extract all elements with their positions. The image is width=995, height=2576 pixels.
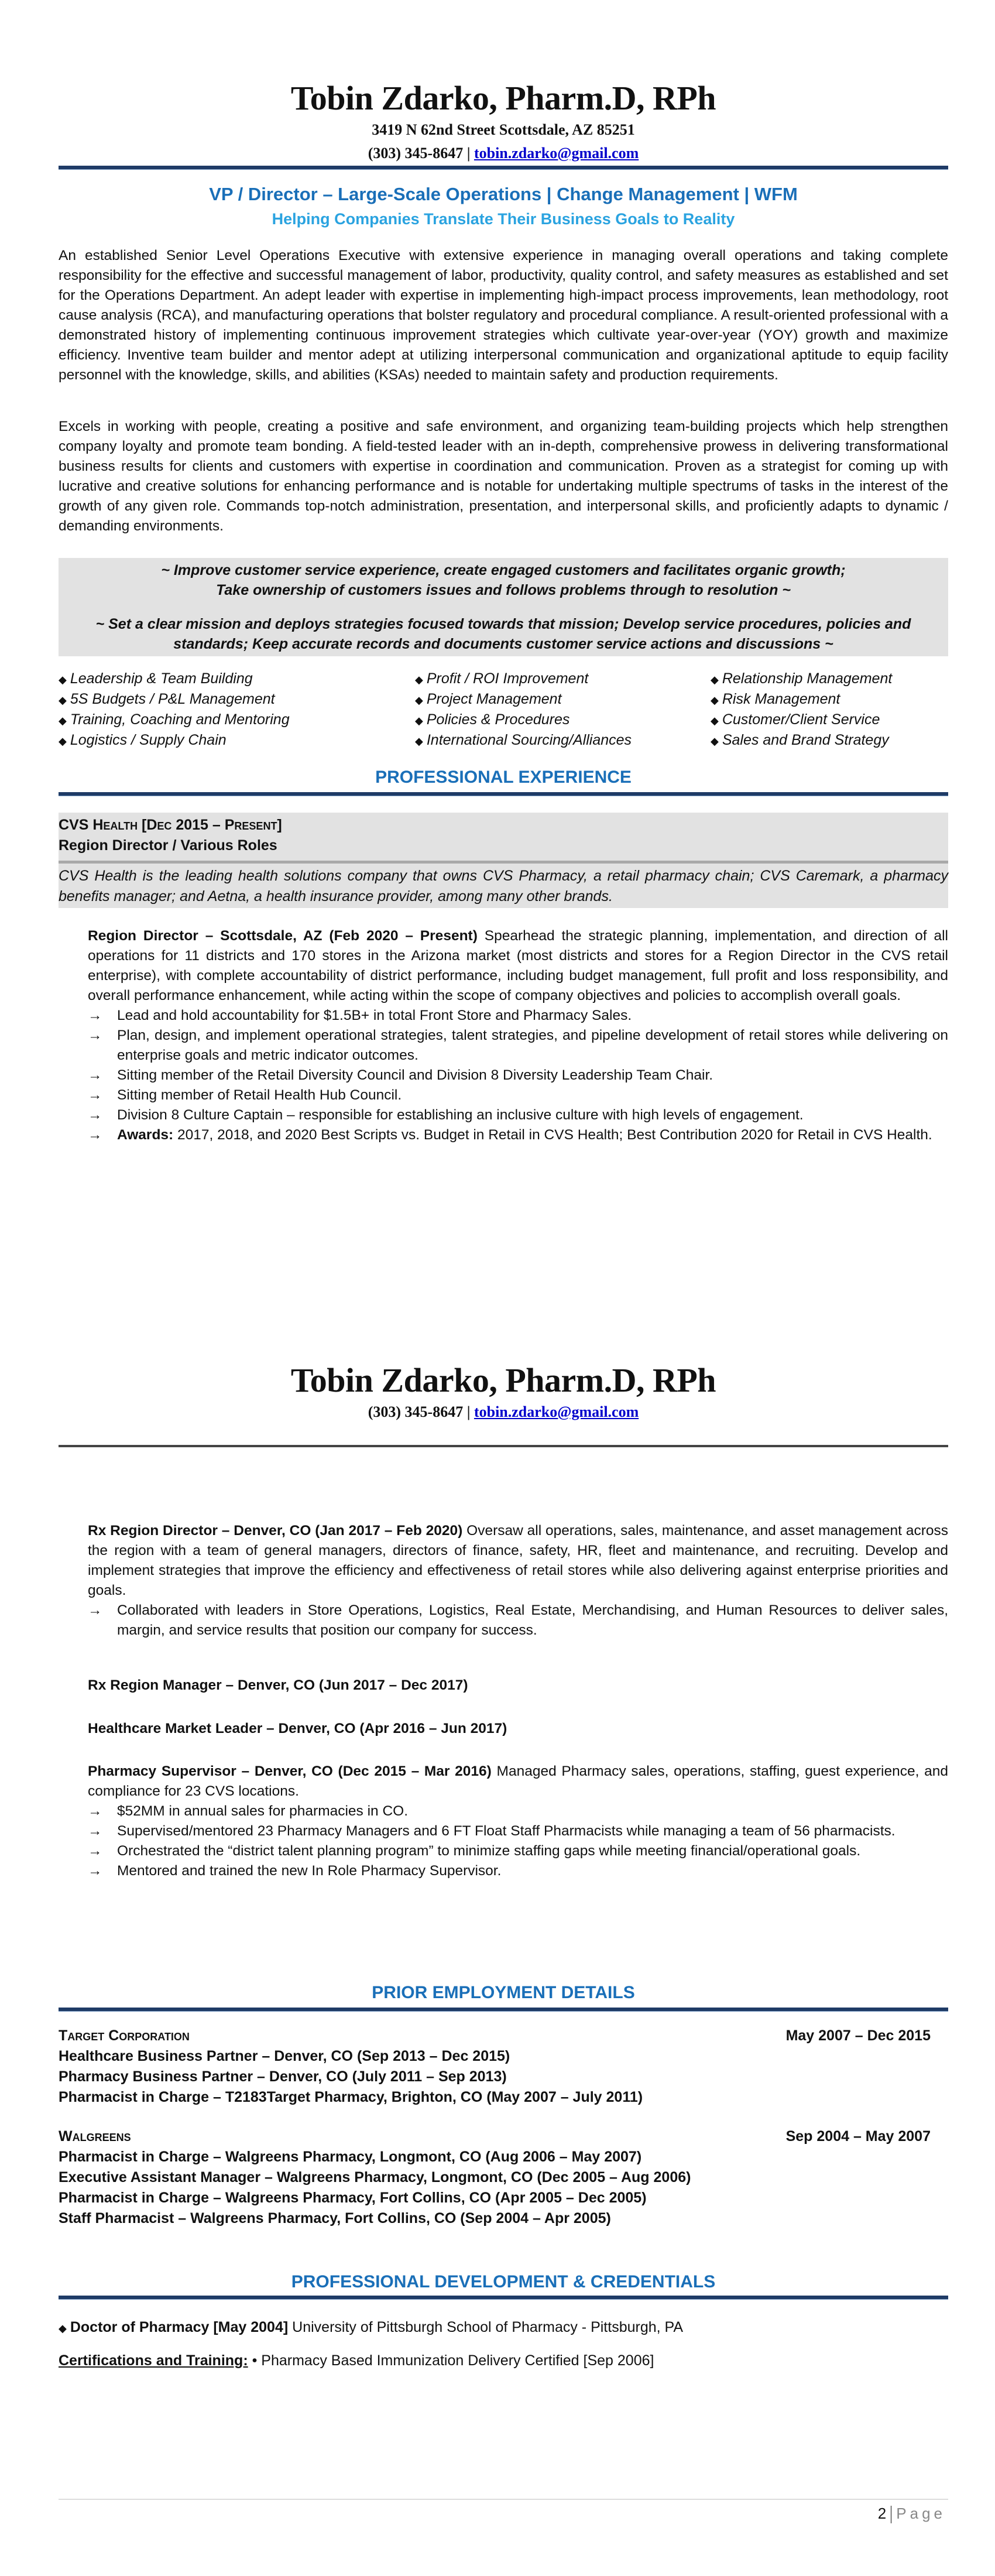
skill-label: Profit / ROI Improvement	[426, 670, 589, 687]
degree: Doctor of Pharmacy [May 2004]	[70, 2319, 289, 2335]
role-description: Oversaw all operations, sales, maintenance, and asset management across the region with a team of general managers, directors of finance, safety, HR, fleet and maintenance, and recruiting. Develop and implement strategies that improve the efficiency and effectiveness of retail stores while also delivering against enterprise priorities and goals.	[88, 1523, 948, 1598]
skill-label: Project Management	[426, 691, 562, 707]
company-box-divider	[59, 861, 948, 864]
role-heading: Region Director – Scottsdale, AZ (Feb 2020 – Present)	[88, 928, 478, 944]
certifications-line	[59, 2351, 948, 2371]
headline-title: VP / Director – Large-Scale Operations | Change Management | WFM	[209, 184, 798, 204]
skills-grid	[59, 669, 948, 751]
section-rule	[59, 792, 948, 796]
role-bullet-awards	[88, 1125, 948, 1145]
diamond-bullet-icon: ◆	[59, 674, 67, 686]
role-entry	[88, 1521, 948, 1640]
section-rule	[59, 2008, 948, 2012]
prior-company: Walgreens	[59, 2128, 131, 2145]
certifications-label: Certifications and Training:	[59, 2352, 248, 2369]
awards-text: 2017, 2018, and 2020 Best Scripts vs. Budget in Retail in CVS Health; Best Contribution 2020 for Retail in CVS Health.	[173, 1127, 932, 1143]
role-bullet	[88, 1861, 948, 1881]
prior-position: Pharmacist in Charge – Walgreens Pharmacy, Longmont, CO (Aug 2006 – May 2007)	[59, 2149, 642, 2165]
arrow-bullet-icon: →	[88, 1843, 102, 1859]
bullet-text: Supervised/mentored 23 Pharmacy Managers and 6 FT Float Staff Pharmacists while managing a team of 56 pharmacists.	[117, 1823, 896, 1839]
headline-tagline: Helping Companies Translate Their Business Goals to Reality	[272, 210, 735, 228]
role-bullet	[88, 1841, 948, 1861]
prior-position: Pharmacist in Charge – T2183Target Pharmacy, Brighton, CO (May 2007 – July 2011)	[59, 2089, 643, 2105]
skill-item	[711, 731, 892, 751]
role-bullet	[88, 1821, 948, 1841]
skill-item	[59, 690, 415, 710]
skill-label: Training, Coaching and Mentoring	[70, 711, 290, 728]
arrow-bullet-icon: →	[88, 1127, 102, 1143]
skill-item	[711, 690, 892, 710]
skills-column	[59, 669, 415, 751]
role-summary	[88, 1762, 948, 1801]
highlight-line: Take ownership of customers issues and follows problems through to resolution ~	[216, 582, 791, 598]
role-description: Managed Pharmacy sales, operations, staffing, guest experience, and compliance for 23 CVS locations.	[88, 1763, 948, 1799]
separator: |	[466, 1403, 471, 1420]
prior-position: Executive Assistant Manager – Walgreens Pharmacy, Longmont, CO (Dec 2005 – Aug 2006)	[59, 2169, 691, 2186]
role-summary	[88, 926, 948, 1006]
prior-position: Staff Pharmacist – Walgreens Pharmacy, Fort Collins, CO (Sep 2004 – Apr 2005)	[59, 2210, 611, 2226]
highlight-line: ~ Improve customer service experience, create engaged customers and facilitates organic growth;	[161, 562, 846, 578]
email-link[interactable]: tobin.zdarko@gmail.com	[474, 1403, 639, 1420]
bullet-text	[117, 1125, 948, 1145]
header-rule	[59, 166, 948, 170]
skill-label: Logistics / Supply Chain	[70, 732, 227, 748]
summary-paragraph: An established Senior Level Operations Executive with extensive experience in managing overall operations and taking complete responsibility for the effective and successful management of labor, productivity, quality control, and safety measures as established and set for the Operations Department. An adept leader with expertise in implementing high-impact process improvements, lean methodology, root cause analysis (RCA), and manufacturing operations that bolster regulatory and procedural compliance. A result-oriented professional with a demonstrated history of implementing continuous improvement strategies which cultivate year-over-year (YOY) growth and maximize efficiency. Inventive team builder and mentor adept at utilizing interpersonal communication and organizational aptitude to equip facility personnel with the knowledge, skills, and abilities (KSAs) needed to maintain safety and production requirements.	[59, 248, 948, 383]
awards-label: Awards:	[117, 1127, 174, 1143]
school: University of Pittsburgh School of Pharmacy - Pittsburgh, PA	[288, 2319, 684, 2335]
email-link[interactable]: tobin.zdarko@gmail.com	[474, 145, 639, 162]
highlights-box	[59, 558, 948, 656]
diamond-bullet-icon: ◆	[711, 694, 719, 706]
role-heading: Pharmacy Supervisor – Denver, CO (Dec 2015 – Mar 2016)	[88, 1763, 492, 1779]
bullet-text: Lead and hold accountability for $1.5B+ in total Front Store and Pharmacy Sales.	[117, 1008, 632, 1023]
bullet-text: Orchestrated the “district talent planning program” to minimize staffing gaps while meeting financial/operational goals.	[117, 1843, 861, 1859]
diamond-bullet-icon: ◆	[711, 735, 719, 747]
diamond-bullet-icon: ◆	[711, 674, 719, 686]
skill-item	[59, 731, 415, 751]
arrow-bullet-icon: →	[88, 1008, 102, 1023]
role-bullet	[88, 1085, 948, 1105]
phone: (303) 345-8647	[368, 145, 464, 162]
skills-column	[711, 669, 892, 751]
skills-column	[415, 669, 711, 751]
section-rule	[59, 2296, 948, 2300]
arrow-bullet-icon: →	[88, 1803, 102, 1819]
role-bullet	[88, 1801, 948, 1821]
company-role: Region Director / Various Roles	[59, 837, 277, 854]
company-description: CVS Health is the leading health solutions company that owns CVS Pharmacy, a retail pharmacy chain; CVS Caremark, a pharmacy benefits manager; and Aetna, a health insurance provider, among many other brands.	[59, 868, 948, 905]
page-number	[878, 2505, 946, 2523]
section-heading-experience: PROFESSIONAL EXPERIENCE	[375, 768, 632, 787]
diamond-bullet-icon: ◆	[415, 715, 423, 727]
arrow-bullet-icon: →	[88, 1087, 102, 1103]
skill-label: Relationship Management	[722, 670, 893, 687]
skill-item	[59, 669, 415, 690]
role-bullet	[88, 1601, 948, 1640]
prior-position: Pharmacy Business Partner – Denver, CO (July 2011 – Sep 2013)	[59, 2068, 507, 2085]
company-box-cvs	[59, 813, 948, 908]
skill-label: International Sourcing/Alliances	[426, 732, 632, 748]
header-rule-page2	[59, 1445, 948, 1447]
role-bullet	[88, 1066, 948, 1085]
prior-company: Target Corporation	[59, 2027, 190, 2044]
certification: • Pharmacy Based Immunization Delivery Certified [Sep 2006]	[248, 2352, 654, 2369]
skill-item	[415, 690, 711, 710]
arrow-bullet-icon: →	[88, 1823, 102, 1839]
role-summary	[88, 1719, 948, 1739]
role-heading: Healthcare Market Leader – Denver, CO (Apr 2016 – Jun 2017)	[88, 1721, 507, 1736]
contact-line	[59, 142, 948, 165]
section-heading-development: PROFESSIONAL DEVELOPMENT & CREDENTIALS	[291, 2272, 716, 2291]
contact-line-page2	[59, 1400, 948, 1424]
arrow-bullet-icon: →	[88, 1067, 102, 1083]
skill-item	[711, 669, 892, 690]
role-summary	[88, 1521, 948, 1601]
diamond-bullet-icon: ◆	[415, 674, 423, 686]
arrow-bullet-icon: →	[88, 1027, 102, 1043]
skill-label: Customer/Client Service	[722, 711, 880, 728]
prior-header	[59, 2026, 948, 2046]
role-bullet	[88, 1105, 948, 1125]
bullet-text: Mentored and trained the new In Role Pharmacy Supervisor.	[117, 1863, 502, 1879]
role-entry	[88, 926, 948, 1145]
diamond-bullet-icon: ◆	[59, 694, 67, 706]
degree-line	[59, 2317, 948, 2339]
arrow-bullet-icon: →	[88, 1863, 102, 1879]
candidate-name: Tobin Zdarko, Pharm.D, RPh	[290, 79, 716, 117]
page-label: Page	[896, 2505, 946, 2522]
bullet-text: Sitting member of Retail Health Hub Council.	[117, 1087, 402, 1103]
bullet-text: $52MM in annual sales for pharmacies in CO.	[117, 1803, 409, 1819]
skill-item	[415, 669, 711, 690]
role-bullet	[88, 1006, 948, 1026]
skill-item	[711, 710, 892, 731]
footer-rule	[59, 2499, 948, 2500]
role-heading: Rx Region Manager – Denver, CO (Jun 2017 – Dec 2017)	[88, 1677, 468, 1693]
role-heading: Rx Region Director – Denver, CO (Jan 2017 – Feb 2020)	[88, 1523, 463, 1539]
page-number-value: 2	[877, 2505, 887, 2522]
diamond-bullet-icon: ◆	[415, 735, 423, 747]
section-heading-prior: PRIOR EMPLOYMENT DETAILS	[372, 1983, 635, 2002]
company-name: CVS Health [Dec 2015 – Present]	[59, 817, 282, 833]
role-description: Spearhead the strategic planning, implementation, and direction of all operations for 11 districts and 170 stores in the Arizona market (most districts and stores for a Region Director in the CVS retail enterprise), with complete accountability of district performance, including budget management, full profit and loss responsibility, and overall performance enhancement, while acting within the scope of company objectives and policies to accomplish overall goals.	[88, 928, 948, 1003]
arrow-bullet-icon: →	[88, 1107, 102, 1123]
prior-employer	[59, 2126, 948, 2229]
skill-label: Leadership & Team Building	[70, 670, 253, 687]
prior-employer	[59, 2026, 948, 2108]
skill-label: Policies & Procedures	[426, 711, 570, 728]
highlight-line: ~ Set a clear mission and deploys strategies focused towards that mission; Develop service procedures, policies and standards; Keep accurate records and documents customer service actions and discussions ~	[95, 616, 911, 652]
arrow-bullet-icon: →	[88, 1602, 102, 1618]
separator: |	[466, 145, 471, 162]
bullet-text: Plan, design, and implement operational strategies, talent strategies, and pipeline development of retail stores while delivering on enterprise goals and metric indicator outcomes.	[117, 1027, 948, 1063]
skill-item	[415, 710, 711, 731]
prior-dates: May 2007 – Dec 2015	[785, 2027, 931, 2044]
role-entry	[88, 1719, 948, 1739]
diamond-bullet-icon: ◆	[415, 694, 423, 706]
prior-position: Pharmacist in Charge – Walgreens Pharmacy, Fort Collins, CO (Apr 2005 – Dec 2005)	[59, 2190, 647, 2206]
prior-position: Healthcare Business Partner – Denver, CO (Sep 2013 – Dec 2015)	[59, 2048, 510, 2064]
diamond-bullet-icon: ◆	[59, 2322, 67, 2334]
diamond-bullet-icon: ◆	[59, 735, 67, 747]
role-summary	[88, 1676, 948, 1695]
diamond-bullet-icon: ◆	[711, 715, 719, 727]
prior-dates: Sep 2004 – May 2007	[785, 2128, 931, 2145]
candidate-name-page2: Tobin Zdarko, Pharm.D, RPh	[290, 1361, 716, 1399]
address: 3419 N 62nd Street Scottsdale, AZ 85251	[372, 121, 635, 138]
skill-label: 5S Budgets / P&L Management	[70, 691, 275, 707]
role-bullet	[88, 1026, 948, 1066]
skill-label: Risk Management	[722, 691, 840, 707]
prior-header	[59, 2126, 948, 2147]
bullet-text: Division 8 Culture Captain – responsible for establishing an inclusive culture with high levels of engagement.	[117, 1107, 804, 1123]
bullet-text: Sitting member of the Retail Diversity Council and Division 8 Diversity Leadership Team Chair.	[117, 1067, 713, 1083]
role-entry	[88, 1762, 948, 1881]
phone: (303) 345-8647	[368, 1403, 464, 1420]
diamond-bullet-icon: ◆	[59, 715, 67, 727]
summary-paragraph: Excels in working with people, creating a positive and safe environment, and organizing team-building projects which help strengthen company loyalty and promote team bonding. A field-tested leader with an in-depth, comprehensive prowess in delivering transformational business results for clients and customers with expertise in coordination and communication. Proven as a strategist for coming up with lucrative and creative solutions for enhancing performance and is notable for undertaking multiple spectrums of tasks in the interest of the growth of any given role. Commands top-notch administration, presentation, and interpersonal skills, and proficiently adapts to dynamic / demanding environments.	[59, 419, 948, 534]
bullet-text: Collaborated with leaders in Store Operations, Logistics, Real Estate, Merchandising, and Human Resources to deliver sales, margin, and service results that position our company for success.	[117, 1602, 948, 1638]
skill-item	[59, 710, 415, 731]
skill-label: Sales and Brand Strategy	[722, 732, 889, 748]
skill-item	[415, 731, 711, 751]
role-entry	[88, 1676, 948, 1695]
